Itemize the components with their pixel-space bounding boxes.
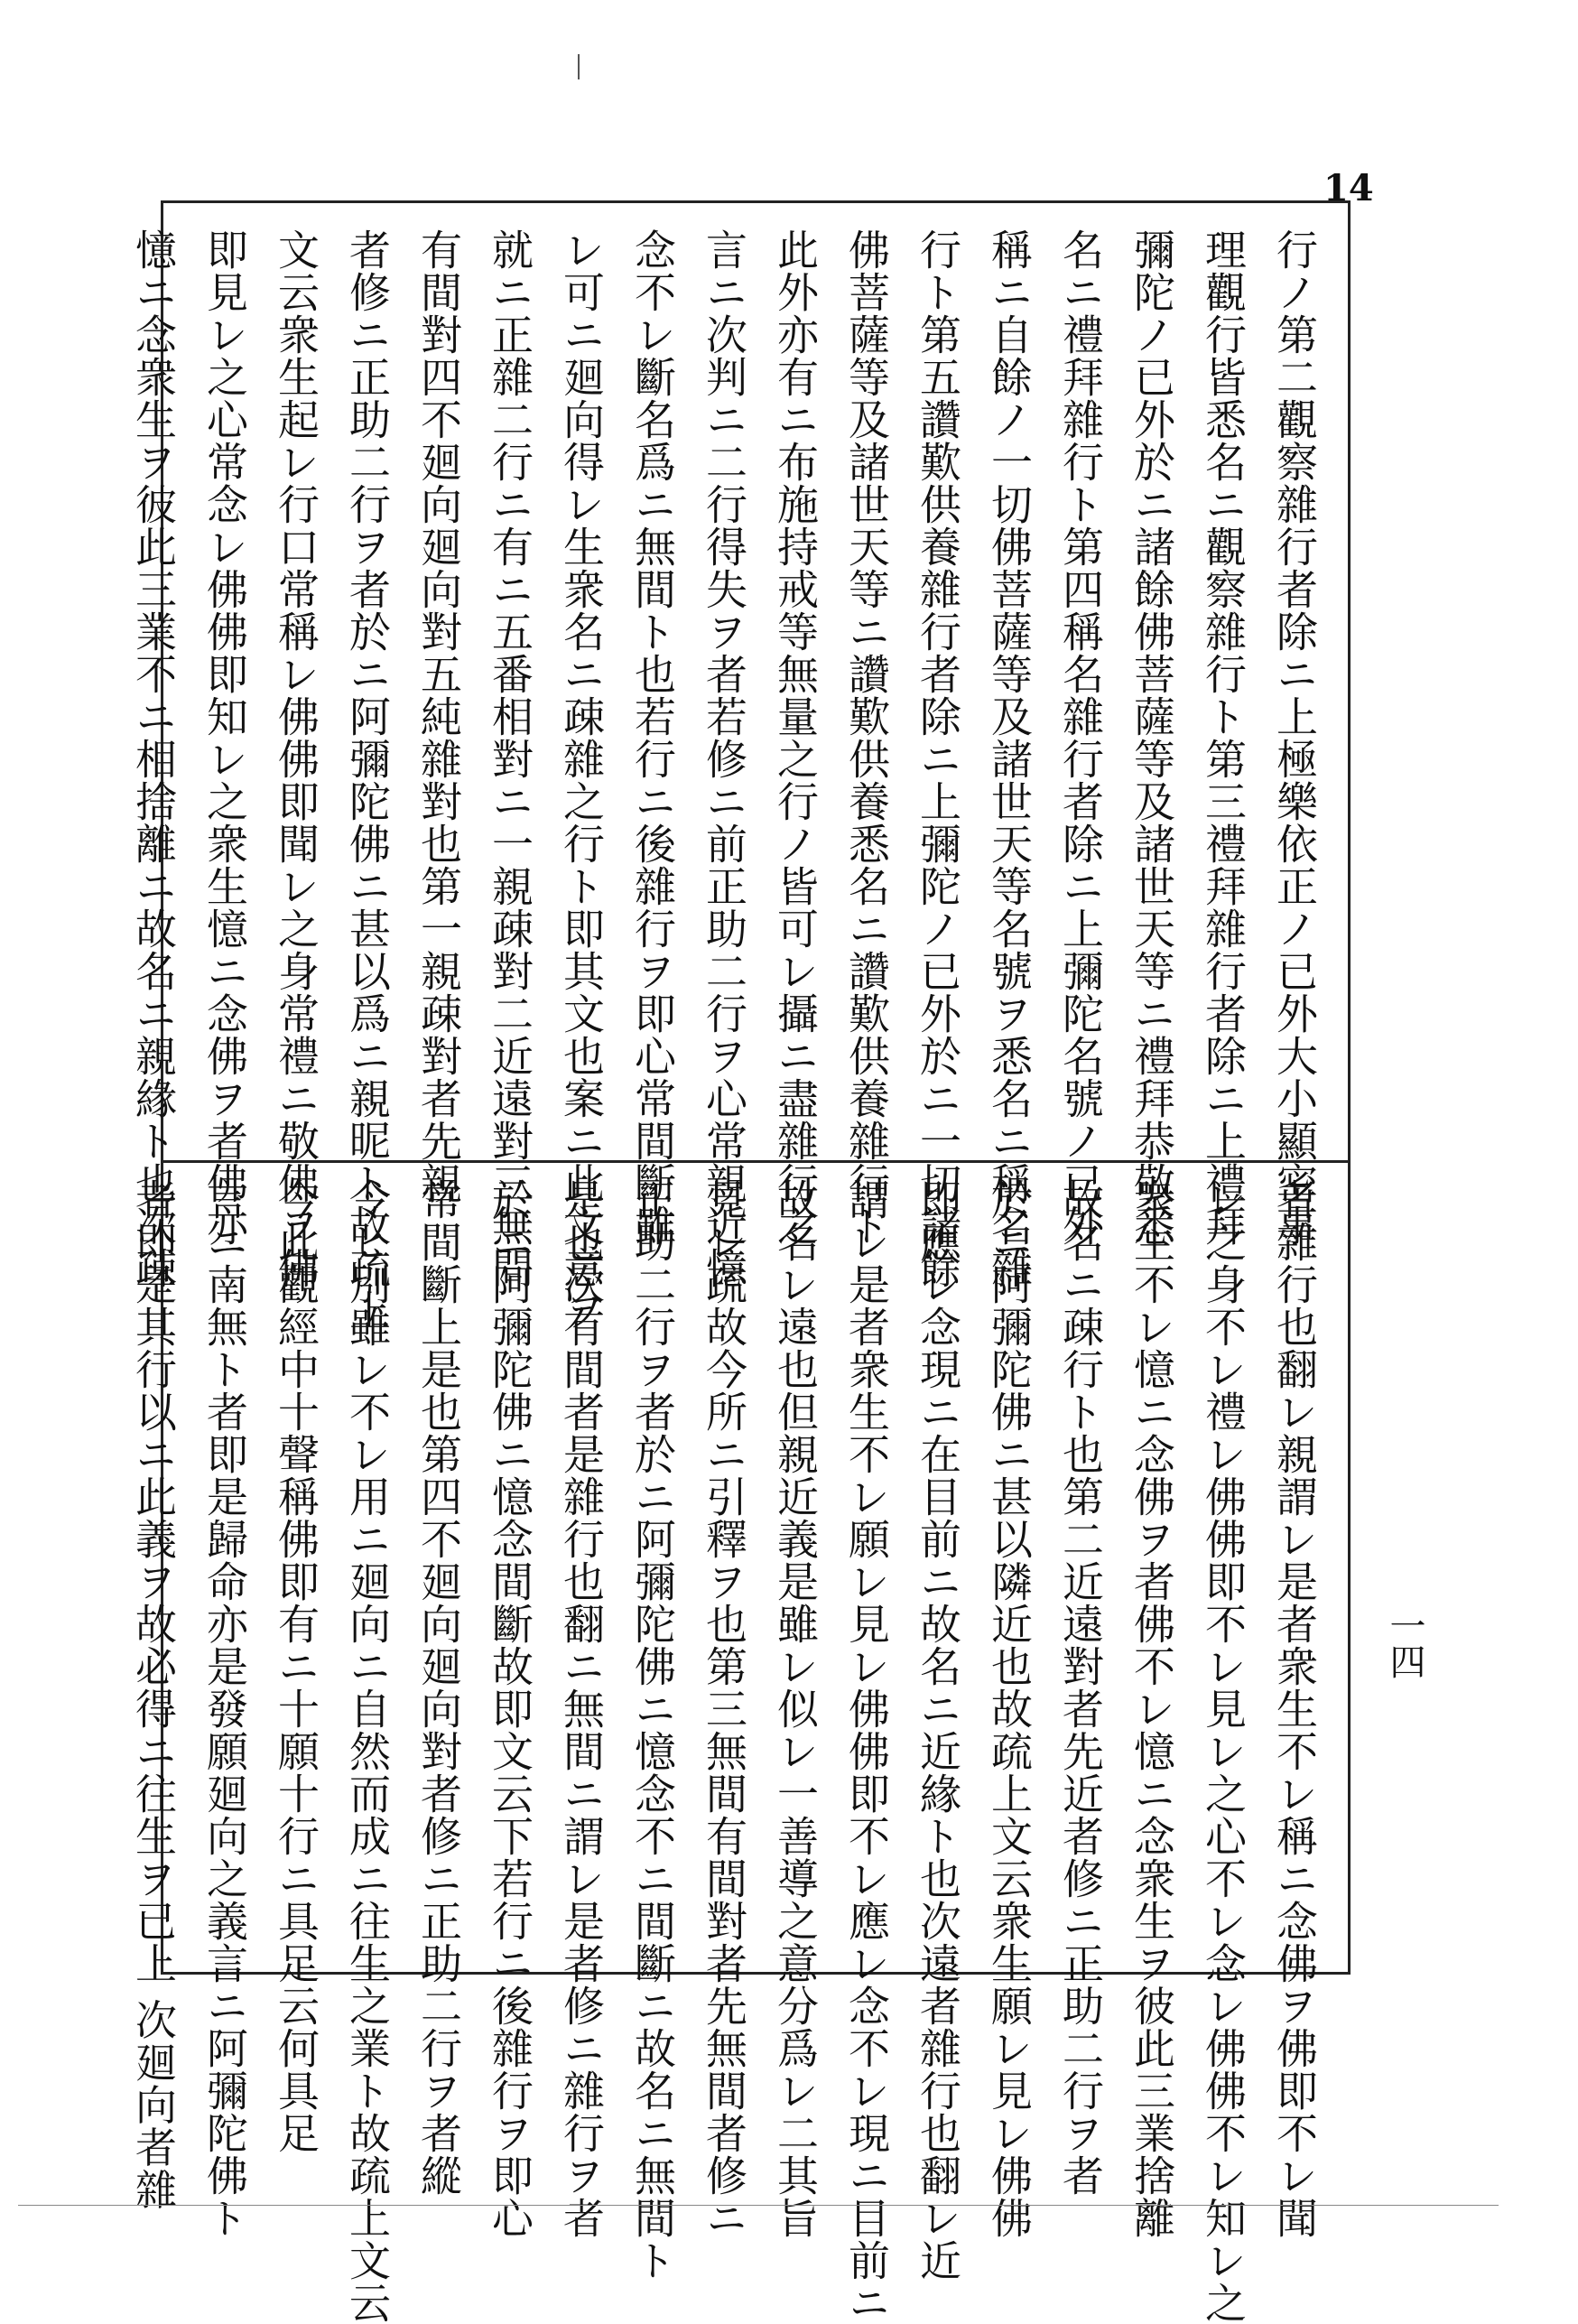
text-column: 就ニ正雜二行ニ有ニ五番相對ニ一親疎對二近遠對三無間 [486,228,534,1289]
scan-mark [578,54,580,79]
text-column: 名ニ禮拜雜行ト第四稱名雜行者除ニ上彌陀名號ノ已外 [1056,228,1105,1247]
text-column: 佛菩薩等及諸世天等ニ讚歎供養悉名ニ讚歎供養雜行ト [842,228,891,1247]
text-column: 文云衆生起レ行口常稱レ佛佛即聞レ之身常禮ニ敬佛ヲ佛 [272,228,320,1289]
text-column: 見レ疏故今所ニ引釋ヲ也第三無間有間對者先無間者修ニ [700,1178,748,2239]
text-column: 行ト第五讚歎供養雜行者除ニ上彌陀ノ已外於ニ一切諸餘 [914,228,962,1289]
text-column: 今此觀經中十聲稱佛即有ニ十願十行ニ具足云何具足 [272,1178,320,2154]
text-column: 於ニ阿彌陀佛ニ甚以隣近也故疏上文云衆生願レ見レ佛佛 [985,1178,1034,2239]
text-column: 行ノ第二觀察雜行者除ニ上極樂依正ノ已外大小顯密事 [1270,228,1319,1247]
page-frame [129,200,1351,2324]
text-column: 即見レ之心常念レ佛佛即知レ之衆生憶ニ念佛ヲ者佛亦 [200,228,249,1247]
text-column: 於ニ阿彌陀佛ニ憶念間斷故即文云下若行ニ後雜行ヲ即心 [486,1178,534,2239]
text-column: 即應レ念現ニ在目前ニ故名ニ近緣ト也次遠者雜行也翻レ近 [914,1178,962,2282]
text-column: 是也次有間者是雜行也翻ニ無間ニ謂レ是者修ニ雜行ヲ者 [557,1178,606,2239]
text-column: 念不レ斷名爲ニ無間ト也若行ニ後雜行ヲ即心常間斷雖 [628,228,677,1247]
text-column: 謂レ是者衆生不レ願レ見レ佛佛即不レ應レ念不レ現ニ目前ニ [842,1178,891,2324]
upper-text-block [129,228,1330,1332]
text-column: 正助二行ヲ者於ニ阿彌陀佛ニ憶念不ニ間斷ニ故名ニ無間ト [628,1178,677,2282]
text-column: 故名ニ疎行ト也第二近遠對者先近者修ニ正助二行ヲ者 [1056,1178,1105,2197]
text-column: 者修ニ正助二行ヲ者於ニ阿彌陀佛ニ甚以爲ニ親昵ト故疏上 [343,228,392,1332]
side-page-label: 一四 [1384,1607,1425,1679]
text-column: 常間斷上是也第四不廻向廻向對者修ニ正助二行ヲ者縱 [414,1178,463,2197]
text-column: 令ヒ別雖レ不レ用ニ廻向ニ自然而成ニ往生之業ト故疏上文云 [343,1178,392,2324]
text-column: 言ニ次判ニ二行得失ヲ者若修ニ前正助二行ヲ心常親近憶 [700,228,748,1289]
text-column: 憶ニ念衆生ヲ彼此三業不ニ相捨離ニ故名ニ親緣ト也次疎 [129,228,178,1289]
text-column: レ可ニ廻向得レ生衆名ニ疎雜之行ト即其文也案ニ此文意ヲ [557,228,606,1332]
text-column: 彌陀ノ已外於ニ諸餘佛菩薩等及諸世天等ニ禮拜恭敬悉 [1128,228,1176,1247]
section-divider [163,1160,1348,1163]
text-column: 此外亦有ニ布施持戒等無量之行ノ皆可レ攝ニ盡雜行之 [771,228,820,1247]
text-column: 理觀行皆悉名ニ觀察雜行ト第三禮拜雜行者除ニ上禮拜 [1199,228,1248,1247]
text-column: 衆生不レ憶ニ念佛ヲ者佛不レ憶ニ念衆生ヲ彼此三業捨離 [1128,1178,1176,2239]
text-column: レ之身不レ禮レ佛佛即不レ見レ之心不レ念レ佛佛不レ知レ之 [1199,1178,1248,2324]
page-number: 14 [1323,167,1374,209]
text-column: 者雜行也翻レ親謂レ是者衆生不レ稱ニ念佛ヲ佛即不レ聞 [1270,1178,1319,2239]
text-column: 故名レ遠也但親近義是雖レ似レ一善導之意分爲レ二其旨 [771,1178,820,2239]
lower-text-block [129,1178,1330,2324]
text-column: 稱ニ自餘ノ一切佛菩薩等及諸世天等名號ヲ悉名ニ稱名雜 [985,228,1034,1289]
scan-edge-line [18,2205,1499,2206]
text-column: 者即是其行以ニ此義ヲ故必得ニ往生ヲ已上 次廻向者雜 [129,1178,178,2211]
text-column: 有間對四不廻向廻向對五純雜對也第一親疎對者先親 [414,228,463,1204]
text-column: 言ニ南無ト者即是歸命亦是發願廻向之義言ニ阿彌陀佛ト [200,1178,249,2239]
